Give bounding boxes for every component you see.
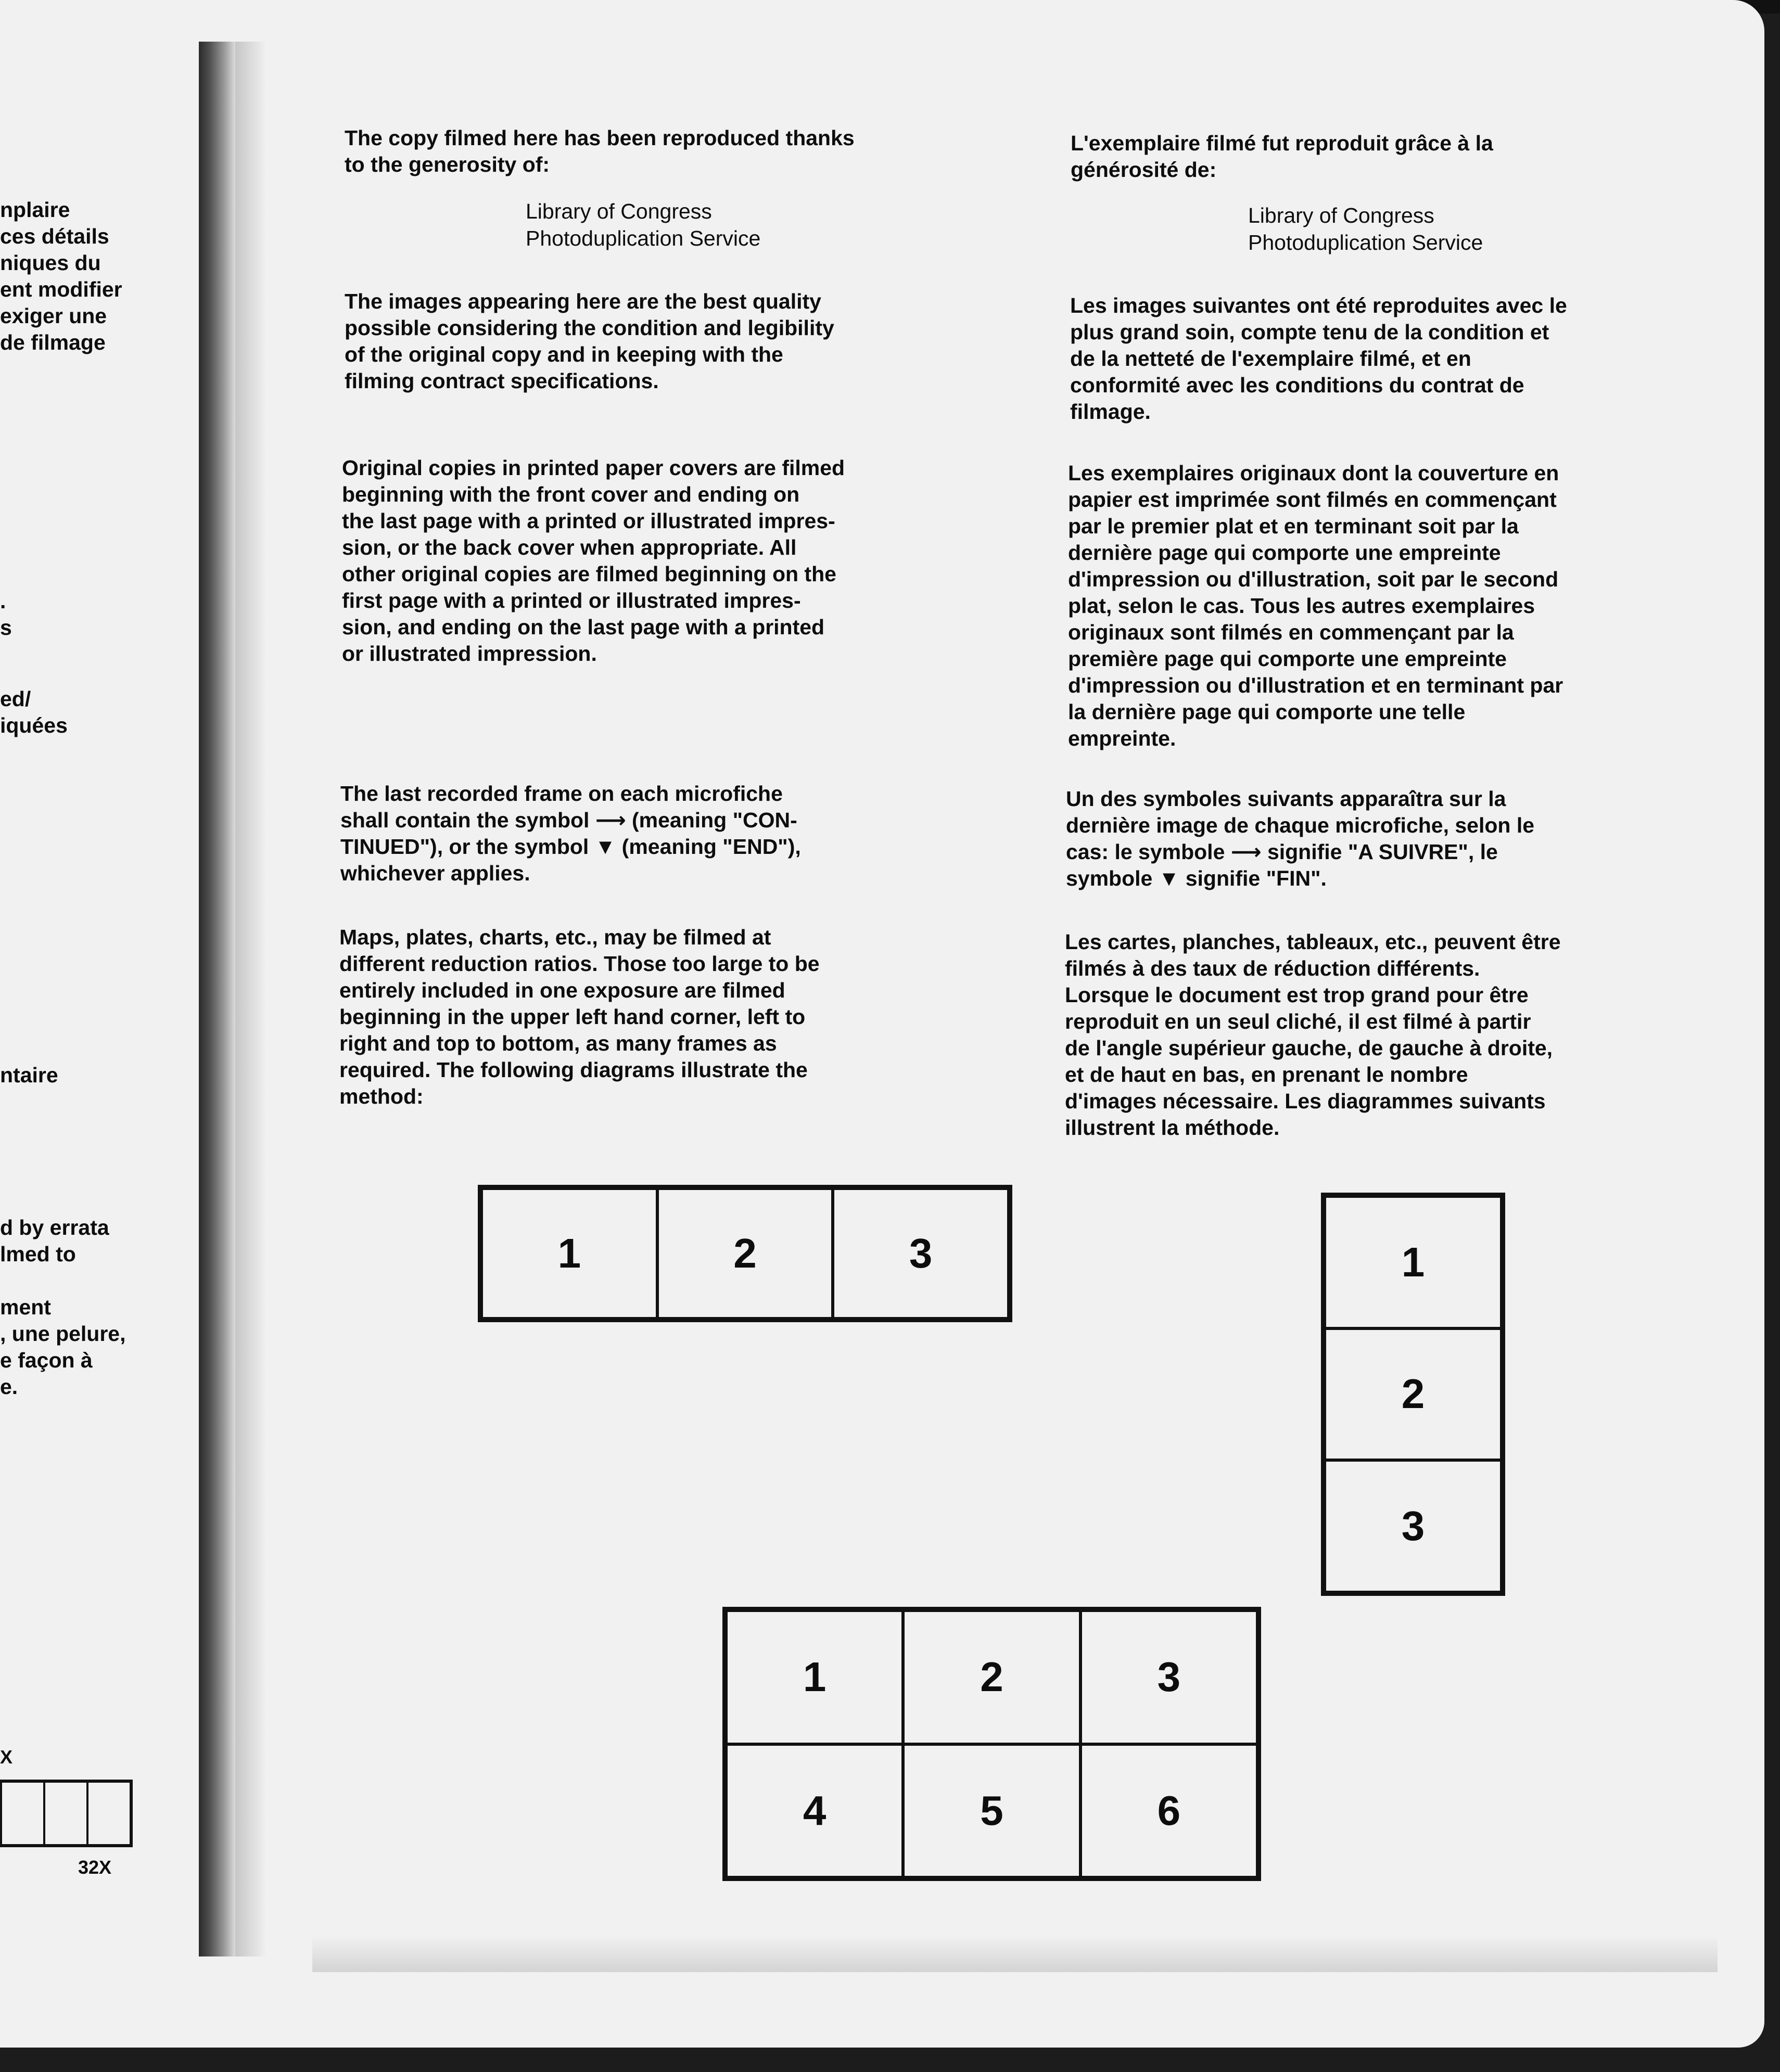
english-intro: The copy filmed here has been reproduced thanks to the generosity of: <box>345 126 855 176</box>
frame-cell: 3 <box>1080 1610 1257 1744</box>
frame-cell: 3 <box>1325 1460 1502 1592</box>
frame-cell: 1 <box>1325 1196 1502 1328</box>
french-originals-paragraph: Les exemplaires originaux dont la couverture en papier est imprimée sont filmés en commençant par le premier plat et en terminant soit par la dernière page qui comporte une empreinte d'impression ou d'illustration, soit par le second plat, selon le cas. Tous les autres exemplaires originaux sont filmés en commençant par la première page qui comporte une empreinte d'impression ou d'illustration et en terminant par la dernière page qui comporte une telle empreinte. <box>1068 461 1563 750</box>
book-gutter <box>199 42 235 1956</box>
french-intro: L'exemplaire filmé fut reproduit grâce à la générosité de: <box>1071 131 1493 182</box>
diagram-row-of-three <box>478 1185 1012 1322</box>
left-page-fragment-5: d by errata lmed to <box>0 1216 109 1266</box>
frame-cell: 4 <box>726 1744 903 1878</box>
frame-cell: 3 <box>833 1188 1009 1319</box>
ratio-box <box>0 1783 43 1844</box>
left-page-fragment-6: ment , une pelure, e façon à e. <box>0 1295 126 1399</box>
english-originals-paragraph: Original copies in printed paper covers are filmed beginning with the front cover and ending on the last page with a printed or illustrated impres- sion, or the back cover when appropriate. All other original copies are filmed beginning on the first page with a printed or illustrated impres- sion, and ending on the last page with a printed or illustrated impression. <box>342 456 845 666</box>
left-page-fragment-4: ntaire <box>0 1063 58 1087</box>
french-institution: Library of Congress Photoduplication Service <box>1248 203 1483 254</box>
french-quality-paragraph: Les images suivantes ont été reproduites avec le plus grand soin, compte tenu de la condition et de la netteté de l'exemplaire filmé, et en conformité avec les conditions du contrat de filmage. <box>1070 293 1567 424</box>
frame-cell: 5 <box>903 1744 1080 1878</box>
reduction-label-32x: 32X <box>78 1857 112 1878</box>
ratio-box <box>43 1783 86 1844</box>
reduction-ratio-boxes <box>0 1780 133 1847</box>
english-quality-paragraph: The images appearing here are the best quality possible considering the condition and legibility of the original copy and in keeping with the filming contract specifications. <box>345 289 834 393</box>
diagram-column-of-three <box>1321 1193 1505 1596</box>
spine-shadow <box>235 42 266 1956</box>
ratio-box <box>86 1783 130 1844</box>
left-page-fragment-3: ed/ iquées <box>0 687 68 737</box>
frame-cell: 2 <box>903 1610 1080 1744</box>
english-maps-paragraph: Maps, plates, charts, etc., may be filmed at different reduction ratios. Those too large to be entirely included in one exposure are filmed beginning in the upper left hand corner, left to right and top to bottom, as many frames as required. The following diagrams illustrate the method: <box>339 925 820 1108</box>
english-institution: Library of Congress Photoduplication Service <box>526 199 761 250</box>
frame-cell: 2 <box>1325 1328 1502 1461</box>
page-bottom-shadow <box>312 1936 1718 1972</box>
frame-cell: 2 <box>657 1188 833 1319</box>
frame-cell: 1 <box>726 1610 903 1744</box>
diagram-grid-of-six <box>722 1607 1261 1881</box>
left-page-fragment-2: . s <box>0 589 12 639</box>
frame-cell: 1 <box>481 1188 657 1319</box>
english-symbols-paragraph: The last recorded frame on each microfiche shall contain the symbol ⟶ (meaning "CON- TINUED"), or the symbol ▼ (meaning "END"), whichever applies. <box>340 782 801 885</box>
french-symbols-paragraph: Un des symboles suivants apparaîtra sur la dernière image de chaque microfiche, selon le cas: le symbole ⟶ signifie "A SUIVRE", le symbole ▼ signifie "FIN". <box>1066 787 1535 890</box>
left-page-fragment-1: nplaire ces détails niques du ent modifier exiger une de filmage <box>0 198 122 354</box>
french-maps-paragraph: Les cartes, planches, tableaux, etc., peuvent être filmés à des taux de réduction différents. Lorsque le document est trop grand pour être reproduit en un seul cliché, il est filmé à partir de l'angle supérieur gauche, de gauche à droite, et de haut en bas, en prenant le nombre d'images nécessaire. Les diagrammes suivants illustrent la méthode. <box>1065 930 1561 1140</box>
frame-cell: 6 <box>1080 1744 1257 1878</box>
left-page-x-label: X <box>0 1746 13 1768</box>
